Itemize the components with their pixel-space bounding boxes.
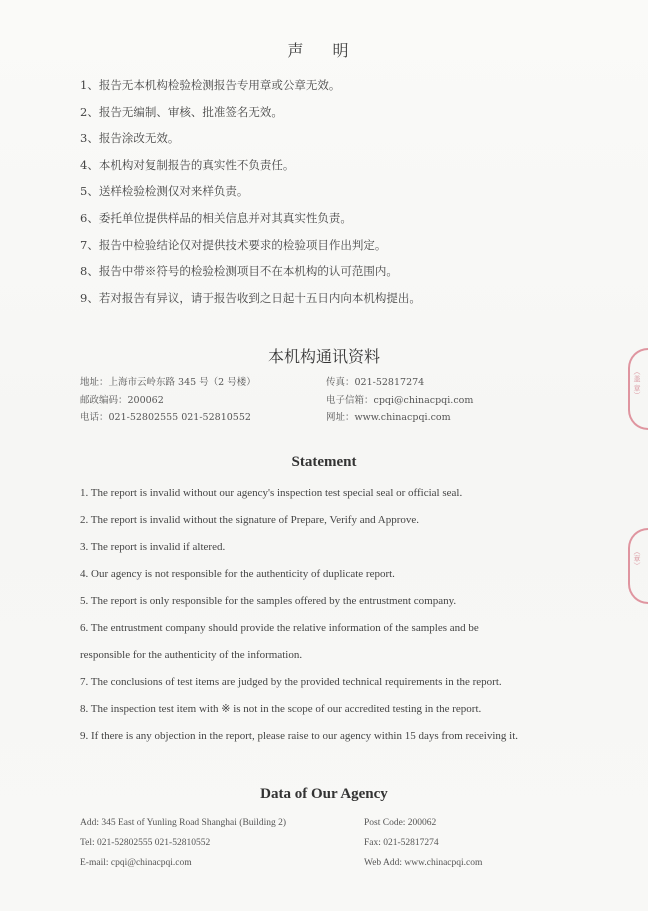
en-statement-item-4: 4. Our agency is not responsible for the authenticity of duplicate report. (80, 568, 395, 580)
cn-declaration-item-5: 5、送样检验检测仅对来样负责。 (80, 184, 249, 199)
en-statement-item-2: 2. The report is invalid without the signature of Prepare, Verify and Approve. (80, 514, 419, 526)
en-statement-item-7: 7. The conclusions of test items are judged by the provided technical requirements in the report. (80, 676, 502, 688)
en-contact-fax: Fax: 021-52817274 (364, 838, 439, 848)
cn-declaration-item-6: 6、委托单位提供样品的相关信息并对其真实性负责。 (80, 210, 352, 225)
en-contact-email: E-mail: cpqi@chinacpqi.com (80, 858, 192, 868)
cn-contact-address: 地址：上海市云岭东路 345 号（2 号楼） (80, 377, 256, 388)
cn-contact-right (326, 374, 473, 427)
cn-declaration-title: 声 明 (287, 41, 361, 60)
en-contact-left (80, 813, 286, 873)
cn-contact-phone: 电话：021-52802555 021-52810552 (80, 412, 251, 423)
cn-contact-fax: 传真：021-52817274 (326, 377, 425, 388)
cn-contact-postcode: 邮政编码：200062 (80, 394, 164, 406)
cn-declaration-item-2: 2、报告无编制、审核、批准签名无效。 (80, 104, 283, 119)
cn-declaration-item-3: 3、报告涂改无效。 (80, 131, 180, 146)
en-statement-item-1: 1. The report is invalid without our agency's inspection test special seal or official seal. (80, 487, 463, 499)
seal-stamp-text-top: （盖 章） (633, 368, 641, 399)
en-statement-item-9: 9. If there is any objection in the report, please raise to our agency within 15 days from receiving it. (80, 730, 519, 742)
en-statement-title: Statement (291, 454, 357, 470)
en-statement-item-6-continued: responsible for the authenticity of the information. (80, 649, 303, 661)
en-statement-item-3: 3. The report is invalid if altered. (80, 541, 226, 553)
en-contact-postcode: Post Code: 200062 (364, 818, 437, 828)
en-statement-item-5: 5. The report is only responsible for the samples offered by the entrustment company. (80, 595, 457, 607)
cn-declaration-item-4: 4、本机构对复制报告的真实性不负责任。 (80, 157, 295, 172)
cn-declaration-list (80, 72, 421, 311)
en-statement-list (80, 480, 570, 750)
en-contact-website: Web Add: www.chinacpqi.com (364, 858, 483, 868)
en-statement-item-6: 6. The entrustment company should provide the relative information of the samples and be (80, 622, 479, 634)
cn-contact-title: 本机构通讯资料 (267, 347, 380, 366)
en-contact-address: Add: 345 East of Yunling Road Shanghai (Building 2) (80, 818, 286, 828)
cn-declaration-item-8: 8、报告中带※符号的检验检测项目不在本机构的认可范围内。 (80, 264, 398, 279)
en-contact-title: Data of Our Agency (260, 786, 388, 802)
cn-declaration-item-1: 1、报告无本机构检验检测报告专用章或公章无效。 (80, 78, 341, 92)
en-contact-right (364, 813, 482, 873)
cn-contact-left (80, 374, 256, 427)
en-statement-item-8: 8. The inspection test item with ※ is not in the scope of our accredited testing in the report. (80, 703, 482, 715)
cn-declaration-item-7: 7、报告中检验结论仅对提供技术要求的检验项目作出判定。 (80, 237, 387, 252)
cn-contact-email: 电子信箱：cpqi@chinacpqi.com (326, 394, 474, 406)
cn-contact-website: 网址：www.chinacpqi.com (326, 412, 451, 423)
seal-stamp-text-bottom: （章） (633, 548, 641, 569)
cn-declaration-item-9: 9、若对报告有异议，请于报告收到之日起十五日内向本机构提出。 (80, 290, 421, 305)
en-contact-tel: Tel: 021-52802555 021-52810552 (80, 838, 211, 848)
